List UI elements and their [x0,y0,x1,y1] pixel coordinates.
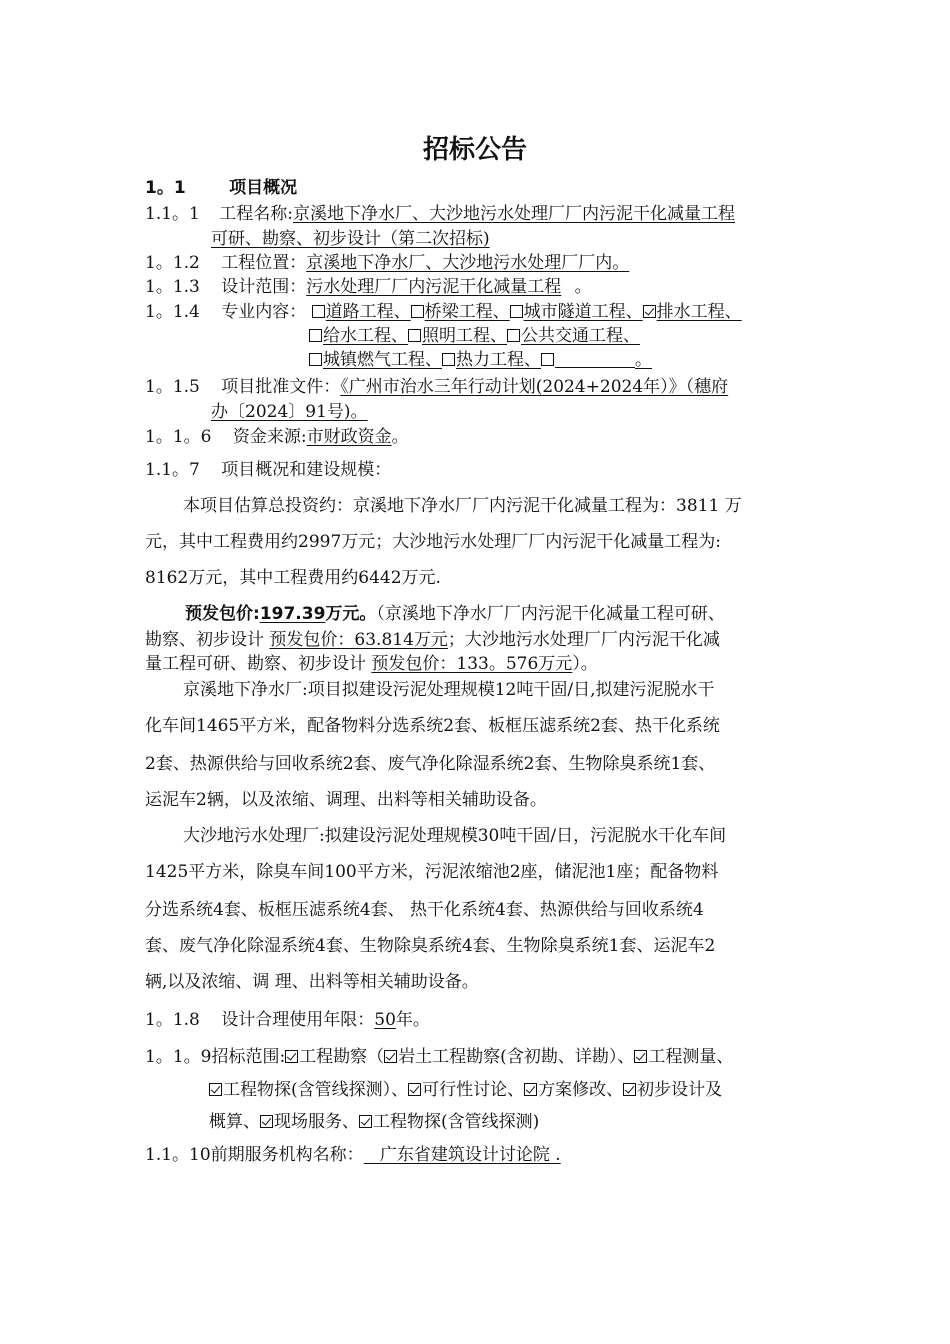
project-name-value: 京溪地下净水厂、大沙地污水处理厂厂内污泥干化减量工程 [293,204,735,224]
checkbox-prelim-design[interactable] [623,1083,636,1096]
section-1-1 [145,176,297,200]
location-value: 京溪地下净水厂、大沙地污水处理厂厂内。 [306,253,630,273]
design-life-value: 50 [374,1010,396,1030]
item-1-1-8 [145,1008,430,1032]
approval-label: 项目批准文件： [221,377,341,397]
checkbox-geophysical-2[interactable] [359,1115,372,1128]
item-1-1-1 [145,202,735,226]
checkbox-measure[interactable] [634,1050,647,1063]
item-1-1-1-cont [211,227,490,251]
item-1-1-10 [145,1143,561,1167]
price-dashadi: 预发包价：133。576万元 [371,654,573,674]
dashadi-para-l1: 大沙地污水处理厂:拟建设污泥处理规模30吨干固/日，污泥脱水干化车间 [183,826,727,846]
jingxi-para-l4: 运泥车2辆，以及浓缩、调理、出料等相关辅助设备。 [145,790,547,810]
design-life-label: 设计合理使用年限： [221,1010,375,1030]
price-value: 197.39 [259,604,326,624]
fund-value: 市财政资金 [306,427,392,447]
option-water-supply: 给水工程、 [323,326,408,346]
section-heading: 项目概况 [229,178,298,198]
item-num: 1。1.2 [145,253,200,273]
option-lighting: 照明工程、 [422,326,507,346]
checkbox-feasibility[interactable] [408,1083,421,1096]
project-name-label: 工程名称: [219,204,293,224]
option-geophysical: 工程物探(含管线探测）、 [223,1080,409,1100]
discipline-line-2 [309,324,640,348]
checkbox-road[interactable] [312,305,325,318]
option-estimate: 概算、 [209,1112,260,1132]
tender-scope-line-2 [209,1078,722,1102]
option-site-service: 现场服务、 [274,1112,359,1132]
option-survey: 工程勘察（ [299,1047,385,1067]
checkbox-drainage[interactable] [643,305,656,318]
discipline-line-3 [309,348,652,372]
scope-value: 污水处理厂厂内污泥干化减量工程 [306,277,562,297]
fund-tail: 。 [391,427,409,447]
scope-tail: 。 [574,277,592,297]
item-num: 1.1。7 [145,460,200,480]
fund-label: 资金来源: [232,427,307,447]
other-blank[interactable] [555,351,635,368]
approval-value: 《广州市治水三年行动计划(2024+2024年）》（穗府 [340,377,729,397]
item-1-1-3 [145,275,592,299]
item-1-1-9 [145,1045,733,1069]
checkbox-public-transport[interactable] [507,329,520,342]
item-num: 1。1。6 [145,427,212,447]
item-1-1-5-cont [211,400,368,424]
option-scheme: 方案修改、 [538,1080,624,1100]
price-detail-l2c: ；大沙地污水处理厂厂内污泥干化减 [447,630,720,650]
checkbox-lighting[interactable] [408,329,421,342]
section-num: 1。1 [145,178,186,198]
prior-service-value: 广东省建筑设计讨论院 . [363,1145,561,1165]
tender-scope-line-3 [209,1110,539,1134]
page-title: 招标公告 [422,135,527,165]
paragraph-investment-l2: 元，其中工程费用约2997万元；大沙地污水处理厂厂内污泥干化减量工程为: [145,532,721,552]
option-heat: 热力工程、 [456,350,541,370]
item-1-1-7 [145,458,391,482]
jingxi-para-l3: 2套、热源供给与回收系统2套、废气净化除湿系统2套、生物除臭系统1套、 [145,754,716,774]
item-1-1-6 [145,425,409,449]
checkbox-scheme[interactable] [524,1083,537,1096]
item-1-1-5 [145,375,728,399]
item-num: 1.1。10 [145,1145,211,1165]
checkbox-geophysical[interactable] [209,1083,222,1096]
item-num: 1。1.3 [145,277,200,297]
price-label: 预发包价: [185,604,260,624]
dashadi-para-l2: 1425平方米，除臭车间100平方米，污泥浓缩池2座，储泥池1座；配备物料 [145,862,719,882]
checkbox-gas[interactable] [309,353,322,366]
item-num: 1.1。1 [145,204,200,224]
checkbox-other[interactable] [541,353,554,366]
item-num: 1。1。9 [145,1047,212,1067]
project-name-value-cont: 可研、勘察、初步设计（第二次招标) [211,229,490,249]
jingxi-para-l2: 化车间1465平方米，配备物料分选系统2套、板框压滤系统2套、热干化系统 [145,716,720,736]
option-road: 道路工程、 [325,302,411,322]
checkbox-water-supply[interactable] [309,329,322,342]
price-detail-l3c: ）。 [572,654,598,674]
option-feasibility: 可行性讨论、 [422,1080,525,1100]
item-num: 1。1.4 [145,302,200,322]
discipline-end: 。 [635,350,652,370]
price-line-2 [145,628,720,652]
price-detail-l1: （京溪地下净水厂厂内污泥干化减量工程可研、 [376,604,725,624]
price-unit: 万元。 [325,604,377,624]
checkbox-heat[interactable] [442,353,455,366]
prior-service-label: 前期服务机构名称： [210,1145,364,1165]
checkbox-site-service[interactable] [260,1115,273,1128]
scope-label: 设计范围： [221,277,307,297]
discipline-label: 专业内容： [221,302,307,322]
item-1-1-2 [145,251,629,275]
checkbox-geotech[interactable] [384,1050,397,1063]
paragraph-investment-l1: 本项目估算总投资约：京溪地下净水厂厂内污泥干化减量工程为：3811 万 [183,496,742,516]
design-life-tail: 年。 [395,1010,430,1030]
price-detail-l2a: 勘察、初步设计 [145,630,270,650]
dashadi-para-l4: 套、废气净化除湿系统4套、生物除臭系统4套、生物除臭系统1套、运泥车2 [145,936,716,956]
item-num: 1。1.5 [145,377,200,397]
dashadi-para-l3: 分选系统4套、板框压滤系统4套、 热干化系统4套、热源供给与回收系统4 [145,900,704,920]
overview-label: 项目概况和建设规模： [221,460,392,480]
paragraph-investment-l3: 8162万元，其中工程费用约6442万元. [145,568,441,588]
price-detail-l3a: 量工程可研、勘察、初步设计 [145,654,372,674]
option-geophysical-2: 工程物探(含管线探测) [373,1112,540,1132]
option-prelim-design: 初步设计及 [637,1080,723,1100]
option-gas: 城镇燃气工程、 [323,350,442,370]
checkbox-survey[interactable] [285,1050,298,1063]
discipline-line-1 [312,302,742,322]
checkbox-bridge[interactable] [411,305,424,318]
option-public-transport: 公共交通工程、 [521,326,640,346]
price-line-3 [145,652,598,676]
option-drainage: 排水工程、 [656,302,742,322]
location-label: 工程位置： [221,253,307,273]
dashadi-para-l5: 辆,以及浓缩、调 理、出料等相关辅助设备。 [145,972,479,992]
jingxi-para-l1: 京溪地下净水厂:项目拟建设污泥处理规模12吨干固/日,拟建污泥脱水干 [183,680,715,700]
checkbox-tunnel[interactable] [510,305,523,318]
tender-scope-label: 招标范围: [211,1047,286,1067]
option-tunnel: 城市隧道工程、 [523,302,643,322]
approval-value-cont: 办〔2024〕91号)。 [211,402,368,422]
option-bridge: 桥梁工程、 [424,302,510,322]
item-num: 1。1.8 [145,1010,200,1030]
item-1-1-4 [145,300,742,324]
option-geotech: 岩土工程勘察(含初勘、详勘）、 [398,1047,635,1067]
price-jingxi: 预发包价：63.814万元 [269,630,448,650]
price-line-1 [185,602,725,626]
option-measure: 工程测量、 [648,1047,734,1067]
